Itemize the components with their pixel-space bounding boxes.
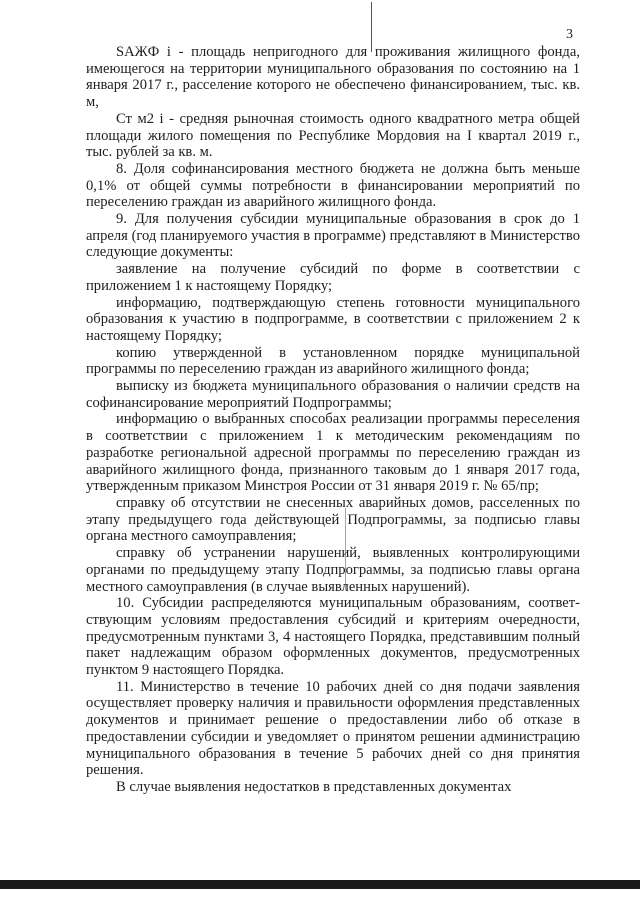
paragraph-document-methods: информацию о выбранных способах реализации программы переселения в соответствии с приложением 1 к методическим рекомендациям по разработке региональной адресной программы по переселению граждан из аварийного жилищного фонда, признанного таковым до 1 января 2017 года, утвержденным приказом Минстроя России от 31 января 2019 г. № 65/пр; (86, 411, 580, 495)
paragraph-document-budget-extract: выписку из бюджета муниципального образования о наличии средств на софинансирование мероприятий Подпрограммы; (86, 378, 580, 411)
scan-bottom-edge (0, 880, 640, 889)
paragraph-document-program-copy: копию утвержденной в установленном порядке муниципальной программы по переселению граждан из аварийного жилищного фонда; (86, 344, 580, 378)
document-body (86, 44, 580, 796)
page-number: 3 (566, 27, 573, 42)
paragraph-document-readiness: информацию, подтверждающую степень готовности муниципального образования к участию в подпрограмме, в соответствии с приложением 2 к настоящему Порядку; (86, 294, 580, 344)
paragraph-item-9: 9. Для получения субсидии муниципальные образования в срок до 1 апреля (год планируемого участия в программе) представляют в Министерство следующие документы: (86, 211, 580, 261)
paragraph-document-application: заявление на получение субсидий по форме в соответствии с приложением 1 к настоящему Порядку; (86, 261, 580, 294)
paragraph-deficiencies: В случае выявления недостатков в представленных документах (116, 778, 512, 795)
paragraph-price-definition: Ст м2 i - средняя рыночная стоимость одного квадратного метра общей площади жилого помещения по Республике Мордовия на I квартал 2019 г., тыс. рублей за кв. м. (86, 110, 580, 161)
paragraph-document-violations: справку об устранении нарушений, выявленных контролирующими органами по предыдущему этапу Подпрограммы, за подписью главы органа местного самоуправления (в случае выявленных нарушений). (86, 545, 580, 595)
paragraph-document-no-houses: справку об отсутствии не снесенных аварийных домов, расселенных по этапу предыдущего года действующей Подпрограммы, за подписью главы органа местного самоуправления; (86, 494, 580, 545)
paragraph-item-8: 8. Доля софинансирования местного бюджета не должна быть меньше 0,1% от общей суммы потребности в финансировании мероприятий по переселению граждан из аварийного жилищного фонда. (86, 160, 580, 211)
paragraph-item-11: 11. Министерство в течение 10 рабочих дней со дня подачи заявления осуществляет проверку наличия и правильности оформления представленных документов и принимает решение о предоставлении либо об отказе в предоставлении субсидии и уведомляет о принятом решении администрацию муниципального образования в течение 5 рабочих дней со дня принятия решения. (86, 678, 580, 779)
paragraph-sazhf-definition: SАЖФ i - площадь непригодного для проживания жилищного фонда, имеющегося на территории муниципального образования по состоянию на 1 января 2017 г., расселение которого не обеспечено финансированием, тыс. кв. м, (86, 44, 580, 111)
paragraph-item-10: 10. Субсидии распределяются муниципальным образованиям, соответ-ствующим условиям предоставления субсидий и критериям очередности, предусмотренным пунктами 3, 4 настоящего Порядка, представившим полный пакет надлежащим образом оформленных документов, предусмотренных пунктом 9 настоящего Порядка. (86, 595, 580, 679)
